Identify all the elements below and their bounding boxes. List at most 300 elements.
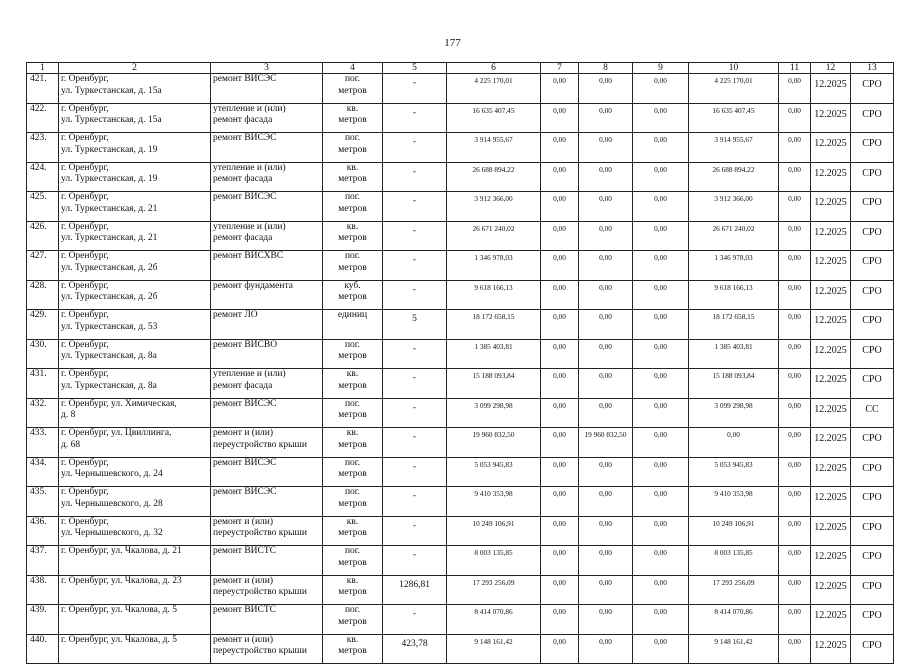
contractor-type-cell: СРО [851,369,894,399]
address-cell-line: ул. Туркестанская, д. 19 [61,144,158,155]
cost-col11-cell: 0,00 [779,516,811,546]
unit-cell-line: пог. [344,605,361,615]
cost-col7-cell: 0,00 [541,192,579,222]
table-row [27,398,894,428]
unit-cell-line: метров [338,262,367,273]
work-type-cell [211,487,323,517]
total-cost-cell: 3 912 366,00 [447,192,541,222]
contractor-type-cell: СС [851,398,894,428]
cost-col7-cell: 0,00 [541,398,579,428]
quantity-cell: - [383,428,447,458]
work-type-cell-line: ремонт ЛО [213,310,258,320]
work-type-cell-line: утепление и (или) [213,162,286,173]
contractor-type-cell: СРО [851,339,894,369]
table-row [27,221,894,251]
column-header: 9 [633,63,689,74]
deadline-cell: 12.2025 [811,192,851,222]
contractor-type-cell: СРО [851,192,894,222]
address-cell [59,221,211,251]
cost-col8-cell: 0,00 [579,280,633,310]
deadline-cell: 12.2025 [811,575,851,605]
address-cell-line: г. Оренбург, ул. Чкалова, д. 5 [61,605,177,615]
contractor-type-cell: СРО [851,162,894,192]
column-header: 12 [811,63,851,74]
work-type-cell-line: ремонт фасада [213,115,273,126]
address-cell [59,162,211,192]
unit-cell [323,133,383,163]
address-cell [59,634,211,664]
unit-cell-line: метров [338,144,367,155]
cost-col9-cell: 0,00 [633,339,689,369]
address-cell-line: г. Оренбург, [61,133,109,143]
total-cost-cell: 8 414 070,86 [447,605,541,635]
row-number: 430. [27,339,59,369]
cost-col9-cell: 0,00 [633,575,689,605]
cost-col7-cell: 0,00 [541,251,579,281]
address-cell-line: г. Оренбург, ул. Чкалова, д. 23 [61,575,182,586]
row-number: 423. [27,133,59,163]
unit-cell-line: единиц [337,310,368,320]
unit-cell [323,221,383,251]
work-type-cell [211,280,323,310]
quantity-cell: 423,78 [383,634,447,664]
address-cell [59,74,211,104]
cost-col7-cell: 0,00 [541,280,579,310]
unit-cell-line: кв. [346,516,359,527]
work-type-cell [211,605,323,635]
column-header: 6 [447,63,541,74]
address-cell-line: ул. Туркестанская, д. 8а [61,351,157,362]
cost-col7-cell: 0,00 [541,487,579,517]
deadline-cell: 12.2025 [811,310,851,340]
address-cell [59,280,211,310]
work-type-cell [211,546,323,576]
work-type-cell [211,634,323,664]
row-number: 429. [27,310,59,340]
cost-col7-cell: 0,00 [541,162,579,192]
work-type-cell [211,74,323,104]
contractor-type-cell: СРО [851,634,894,664]
contractor-type-cell: СРО [851,605,894,635]
column-header: 4 [323,63,383,74]
cost-col11-cell: 0,00 [779,634,811,664]
quantity-cell: - [383,487,447,517]
unit-cell [323,369,383,399]
quantity-cell: - [383,546,447,576]
unit-cell-line: кв. [346,575,359,586]
cost-col7-cell: 0,00 [541,546,579,576]
cost-col9-cell: 0,00 [633,605,689,635]
table-row [27,74,894,104]
cost-col8-cell: 0,00 [579,251,633,281]
cost-col11-cell: 0,00 [779,280,811,310]
unit-cell-line: метров [338,203,367,214]
address-cell [59,487,211,517]
work-type-cell-line: переустройство крыши [213,587,307,598]
unit-cell [323,339,383,369]
cost-col10-cell: 26 671 240,02 [689,221,779,251]
address-cell-line: ул. Туркестанская, д. 15а [61,115,162,126]
total-cost-cell: 1 346 978,03 [447,251,541,281]
work-type-cell-line: ремонт ВИСЭС [213,487,277,497]
cost-col10-cell: 8 003 135,85 [689,546,779,576]
cost-col10-cell: 1 385 403,81 [689,339,779,369]
cost-col10-cell: 3 099 298,98 [689,398,779,428]
deadline-cell: 12.2025 [811,133,851,163]
unit-cell-line: метров [338,587,367,598]
unit-cell-line: пог. [344,133,361,143]
work-type-cell-line: ремонт фасада [213,174,273,185]
cost-col10-cell: 3 912 366,00 [689,192,779,222]
unit-cell [323,487,383,517]
quantity-cell: 1286,81 [383,575,447,605]
work-type-cell [211,398,323,428]
cost-col11-cell: 0,00 [779,133,811,163]
cost-col9-cell: 0,00 [633,487,689,517]
unit-cell-line: пог. [344,487,361,497]
deadline-cell: 12.2025 [811,339,851,369]
cost-col11-cell: 0,00 [779,221,811,251]
cost-col7-cell: 0,00 [541,575,579,605]
table-row [27,339,894,369]
table-row [27,280,894,310]
contractor-type-cell: СРО [851,280,894,310]
address-cell [59,251,211,281]
cost-col11-cell: 0,00 [779,310,811,340]
contractor-type-cell: СРО [851,546,894,576]
quantity-cell: - [383,339,447,369]
cost-col10-cell: 3 914 955,67 [689,133,779,163]
deadline-cell: 12.2025 [811,428,851,458]
cost-col10-cell: 18 172 658,15 [689,310,779,340]
contractor-type-cell: СРО [851,133,894,163]
cost-col11-cell: 0,00 [779,369,811,399]
address-cell-line: ул. Туркестанская, д. 15а [61,85,162,96]
column-header: 11 [779,63,811,74]
address-cell-line: г. Оренбург, [61,74,109,84]
address-cell [59,428,211,458]
cost-col8-cell: 0,00 [579,546,633,576]
quantity-cell: - [383,280,447,310]
unit-cell-line: пог. [344,546,361,556]
cost-col8-cell: 0,00 [579,634,633,664]
cost-col11-cell: 0,00 [779,546,811,576]
address-cell-line: г. Оренбург, ул. Цвиллинга, [61,428,172,438]
contractor-type-cell: СРО [851,74,894,104]
address-cell-line: г. Оренбург, ул. Чкалова, д. 21 [61,546,182,556]
column-header: 3 [211,63,323,74]
quantity-cell: - [383,74,447,104]
table-row [27,310,894,340]
cost-col7-cell: 0,00 [541,369,579,399]
total-cost-cell: 1 385 403,81 [447,339,541,369]
cost-col7-cell: 0,00 [541,428,579,458]
address-cell-line: ул. Туркестанская, д. 53 [61,321,158,332]
total-cost-cell: 9 618 166,13 [447,280,541,310]
cost-col7-cell: 0,00 [541,310,579,340]
deadline-cell: 12.2025 [811,221,851,251]
row-number: 437. [27,546,59,576]
work-type-cell-line: ремонт фасада [213,380,273,391]
address-cell-line: г. Оренбург, [61,310,109,320]
cost-col9-cell: 0,00 [633,103,689,133]
unit-cell [323,74,383,104]
unit-cell-line: кв. [346,634,359,645]
quantity-cell: - [383,133,447,163]
total-cost-cell: 15 188 093,84 [447,369,541,399]
work-type-cell [211,221,323,251]
cost-col9-cell: 0,00 [633,546,689,576]
cost-col8-cell: 0,00 [579,605,633,635]
cost-col10-cell: 9 148 161,42 [689,634,779,664]
deadline-cell: 12.2025 [811,487,851,517]
cost-col8-cell: 0,00 [579,133,633,163]
unit-cell-line: кв. [346,221,359,232]
table-row [27,251,894,281]
address-cell-line: г. Оренбург, [61,103,109,114]
work-type-cell-line: ремонт и (или) [213,428,274,438]
cost-col8-cell: 0,00 [579,487,633,517]
contractor-type-cell: СРО [851,103,894,133]
address-cell [59,546,211,576]
row-number: 425. [27,192,59,222]
work-type-cell-line: переустройство крыши [213,439,307,450]
address-cell-line: ул. Туркестанская, д. 19 [61,174,158,185]
cost-col9-cell: 0,00 [633,280,689,310]
address-cell [59,103,211,133]
cost-col8-cell: 0,00 [579,516,633,546]
total-cost-cell: 9 410 353,98 [447,487,541,517]
address-cell-line: г. Оренбург, [61,516,109,527]
cost-col8-cell: 0,00 [579,575,633,605]
unit-cell-line: метров [338,498,367,509]
quantity-cell: 5 [383,310,447,340]
column-header: 2 [59,63,211,74]
cost-col11-cell: 0,00 [779,428,811,458]
address-cell [59,369,211,399]
work-type-cell [211,162,323,192]
contractor-type-cell: СРО [851,516,894,546]
unit-cell-line: метров [338,469,367,480]
deadline-cell: 12.2025 [811,280,851,310]
unit-cell-line: кв. [346,428,359,438]
address-cell-line: г. Оренбург, [61,192,109,202]
cost-col8-cell: 0,00 [579,398,633,428]
address-cell [59,605,211,635]
work-type-cell-line: ремонт фасада [213,233,273,244]
cost-col9-cell: 0,00 [633,251,689,281]
column-header: 10 [689,63,779,74]
address-cell-line: г. Оренбург, [61,162,109,173]
address-cell [59,575,211,605]
cost-col8-cell: 0,00 [579,103,633,133]
address-cell-line: г. Оренбург, [61,221,109,232]
cost-col8-cell: 0,00 [579,369,633,399]
work-type-cell-line: ремонт ВИСЭС [213,133,277,143]
work-type-cell [211,310,323,340]
table-row [27,634,894,664]
work-type-cell-line: ремонт и (или) [213,516,274,527]
table-row [27,546,894,576]
work-type-cell-line: утепление и (или) [213,369,286,379]
work-type-cell-line: ремонт ВИСЭС [213,398,277,409]
row-number: 432. [27,398,59,428]
cost-col7-cell: 0,00 [541,516,579,546]
address-cell [59,457,211,487]
cost-col9-cell: 0,00 [633,398,689,428]
unit-cell-line: метров [338,616,367,627]
row-number: 426. [27,221,59,251]
cost-col10-cell: 16 635 407,45 [689,103,779,133]
row-number: 436. [27,516,59,546]
address-cell-line: д. 8 [61,410,76,421]
quantity-cell: - [383,221,447,251]
deadline-cell: 12.2025 [811,162,851,192]
work-type-cell-line: ремонт ВИСЭС [213,74,277,84]
total-cost-cell: 8 003 135,85 [447,546,541,576]
cost-col10-cell: 5 053 945,83 [689,457,779,487]
work-type-cell [211,369,323,399]
row-number: 427. [27,251,59,281]
row-number: 431. [27,369,59,399]
cost-col7-cell: 0,00 [541,339,579,369]
cost-col7-cell: 0,00 [541,634,579,664]
column-header: 5 [383,63,447,74]
work-type-cell [211,251,323,281]
contractor-type-cell: СРО [851,251,894,281]
unit-cell [323,398,383,428]
table-row [27,103,894,133]
column-header: 13 [851,63,894,74]
cost-col10-cell: 4 225 170,01 [689,74,779,104]
address-cell [59,398,211,428]
cost-col9-cell: 0,00 [633,369,689,399]
total-cost-cell: 3 099 298,98 [447,398,541,428]
page-number: 177 [444,37,461,49]
work-type-cell-line: переустройство крыши [213,646,307,657]
work-type-cell-line: ремонт ВИСЭС [213,457,277,468]
cost-col9-cell: 0,00 [633,516,689,546]
address-cell-line: г. Оренбург, [61,457,109,468]
row-number: 422. [27,103,59,133]
work-type-cell-line: ремонт ВИСТС [213,605,277,615]
cost-col7-cell: 0,00 [541,103,579,133]
total-cost-cell: 18 172 658,15 [447,310,541,340]
unit-cell-line: пог. [344,192,361,202]
unit-cell-line: метров [338,174,367,185]
cost-col9-cell: 0,00 [633,310,689,340]
address-cell-line: ул. Туркестанская, д. 8а [61,380,157,391]
work-type-cell-line: ремонт ВИСТС [213,546,277,556]
table-row [27,457,894,487]
address-cell-line: ул. Туркестанская, д. 21 [61,203,158,214]
unit-cell-line: пог. [344,74,361,84]
address-cell-line: г. Оренбург, [61,251,109,261]
cost-col11-cell: 0,00 [779,162,811,192]
unit-cell-line: метров [338,85,367,96]
cost-col10-cell: 15 188 093,84 [689,369,779,399]
cost-col7-cell: 0,00 [541,605,579,635]
address-cell-line: д. 68 [61,439,81,450]
cost-col9-cell: 0,00 [633,192,689,222]
unit-cell [323,192,383,222]
row-number: 434. [27,457,59,487]
cost-col7-cell: 0,00 [541,74,579,104]
address-cell-line: ул. Туркестанская, д. 21 [61,233,158,244]
address-cell-line: ул. Чернышевского, д. 28 [61,498,163,509]
contractor-type-cell: СРО [851,428,894,458]
table-row [27,516,894,546]
cost-col9-cell: 0,00 [633,221,689,251]
quantity-cell: - [383,369,447,399]
work-type-cell [211,192,323,222]
address-cell-line: ул. Туркестанская, д. 2б [61,262,158,273]
cost-col11-cell: 0,00 [779,339,811,369]
unit-cell-line: метров [338,557,367,568]
total-cost-cell: 17 293 256,09 [447,575,541,605]
table-row [27,575,894,605]
unit-cell [323,162,383,192]
address-cell-line: г. Оренбург, [61,280,109,291]
unit-cell-line: метров [338,233,367,244]
unit-cell-line: пог. [344,251,361,261]
unit-cell [323,310,383,340]
total-cost-cell: 26 671 240,02 [447,221,541,251]
quantity-cell: - [383,605,447,635]
quantity-cell: - [383,251,447,281]
deadline-cell: 12.2025 [811,457,851,487]
cost-col11-cell: 0,00 [779,605,811,635]
work-type-cell-line: ремонт ВИСХВС [213,251,284,261]
address-cell-line: ул. Чернышевского, д. 24 [61,469,163,480]
contractor-type-cell: СРО [851,221,894,251]
cost-col7-cell: 0,00 [541,457,579,487]
row-number: 440. [27,634,59,664]
address-cell [59,310,211,340]
table-row [27,369,894,399]
unit-cell [323,634,383,664]
work-type-cell [211,575,323,605]
cost-col9-cell: 0,00 [633,634,689,664]
cost-col10-cell: 10 249 106,91 [689,516,779,546]
work-type-cell-line: ремонт и (или) [213,634,274,645]
table-row [27,192,894,222]
contractor-type-cell: СРО [851,575,894,605]
deadline-cell: 12.2025 [811,369,851,399]
unit-cell-line: кв. [346,369,359,379]
table-row [27,133,894,163]
cost-col11-cell: 0,00 [779,575,811,605]
column-number-row [27,63,894,74]
total-cost-cell: 3 914 955,67 [447,133,541,163]
unit-cell [323,516,383,546]
row-number: 421. [27,74,59,104]
quantity-cell: - [383,398,447,428]
cost-col10-cell: 9 618 166,13 [689,280,779,310]
cost-col9-cell: 0,00 [633,74,689,104]
unit-cell [323,457,383,487]
unit-cell-line: метров [338,115,367,126]
unit-cell-line: кв. [346,103,359,114]
work-type-cell [211,339,323,369]
column-header: 1 [27,63,59,74]
cost-col7-cell: 0,00 [541,221,579,251]
contractor-type-cell: СРО [851,487,894,517]
cost-col9-cell: 0,00 [633,457,689,487]
cost-col10-cell: 9 410 353,98 [689,487,779,517]
work-type-cell-line: утепление и (или) [213,103,286,114]
address-cell-line: г. Оренбург, ул. Химическая, [61,398,177,409]
